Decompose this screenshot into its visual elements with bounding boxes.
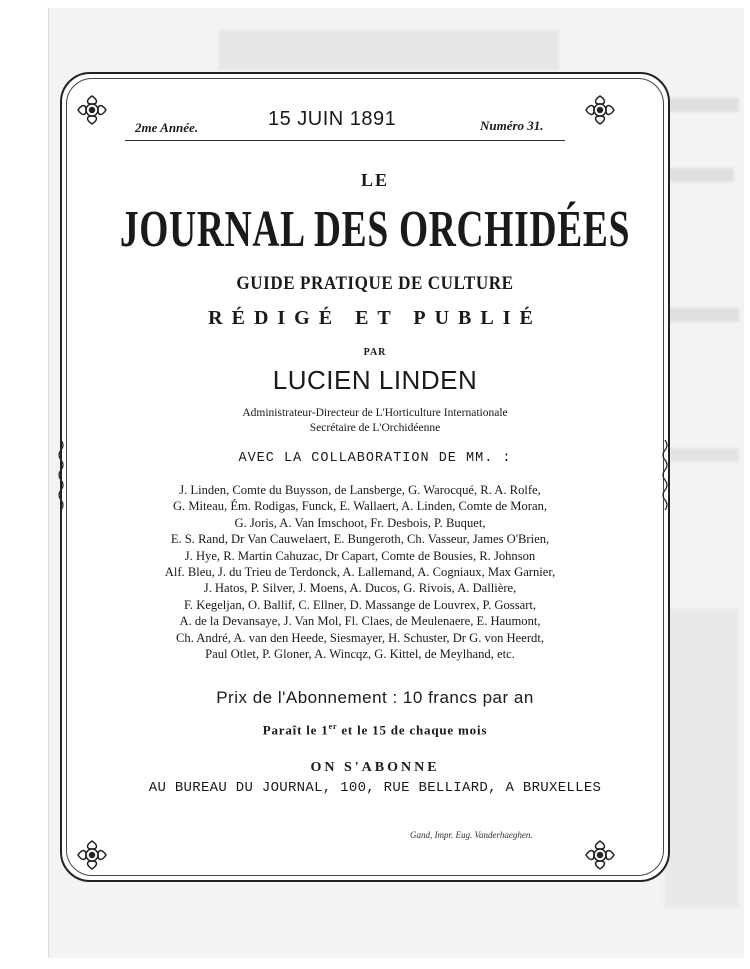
collaboration-heading: AVEC LA COLLABORATION DE MM. : [238,451,512,466]
collaborator-line: A. de la Devansaye, J. Van Mol, Fl. Claes, de Meulenaere, E. Haumont, [179,614,541,629]
corner-ornament-icon [580,835,620,875]
subscription-price: Prix de l'Abonnement : 10 francs par an [216,688,534,707]
header-rule [125,140,565,141]
redige-et-publie: RÉDIGÉ ET PUBLIÉ [208,307,542,329]
author-role-1: Administrateur-Directeur de L'Horticulture Internationale [242,407,508,419]
corner-ornament-icon [580,90,620,130]
issue-date: 15 JUIN 1891 [268,108,397,130]
collaborator-line: G. Miteau, Ém. Rodigas, Funck, E. Wallaert, A. Linden, Comte de Moran, [172,499,548,514]
author-name: LUCIEN LINDEN [272,365,478,395]
collaborator-list [100,482,620,662]
publication-schedule: Paraît le 1er et le 15 de chaque mois [262,722,488,738]
collaborator-line: E. S. Rand, Dr Van Cauwelaert, E. Bungeroth, Ch. Vasseur, James O'Brien, [170,532,550,547]
collaborator-line: F. Kegeljan, O. Ballif, C. Ellner, D. Massange de Louvrex, P. Gossart, [183,597,537,612]
collaborator-line: J. Hye, R. Martin Cahuzac, Dr Capart, Comte de Bousies, R. Johnson [184,548,536,563]
par-label: PAR [363,347,387,358]
journal-title: JOURNAL DES ORCHIDÉES [119,201,631,258]
volume-year: 2me Année. [135,120,199,135]
office-address: AU BUREAU DU JOURNAL, 100, RUE BELLIARD, A BRUXELLES [148,780,602,796]
printer-imprint: Gand, Impr. Eug. Vanderhaeghen. [410,830,533,840]
corner-ornament-icon [72,90,112,130]
corner-ornament-icon [72,835,112,875]
collaborator-line: J. Linden, Comte du Buysson, de Lansberge, G. Warocqué, R. A. Rolfe, [179,483,541,497]
subscribe-heading: ON S'ABONNE [310,760,440,775]
author-role-2: Secrétaire de L'Orchidéenne [309,422,441,434]
title-article: LE [360,170,389,190]
collaborator-line: Ch. André, A. van den Heede, Siesmayer, H. Schuster, Dr G. von Heerdt, [176,630,544,645]
collaborator-line: J. Hatos, P. Silver, J. Moens, A. Ducos, G. Rivois, A. Dallière, [203,581,517,596]
issue-number: Numéro 31. [480,118,544,133]
collaborator-line: Alf. Bleu, J. du Trieu de Terdonck, A. Lallemand, A. Cogniaux, Max Garnier, [164,565,556,580]
collaborator-line: G. Joris, A. Van Imschoot, Fr. Desbois, P. Buquet, [234,515,486,530]
journal-subtitle: GUIDE PRATIQUE DE CULTURE [236,273,514,294]
collaborator-line: Paul Otlet, P. Gloner, A. Wincqz, G. Kittel, de Meylhand, etc. [205,647,515,662]
